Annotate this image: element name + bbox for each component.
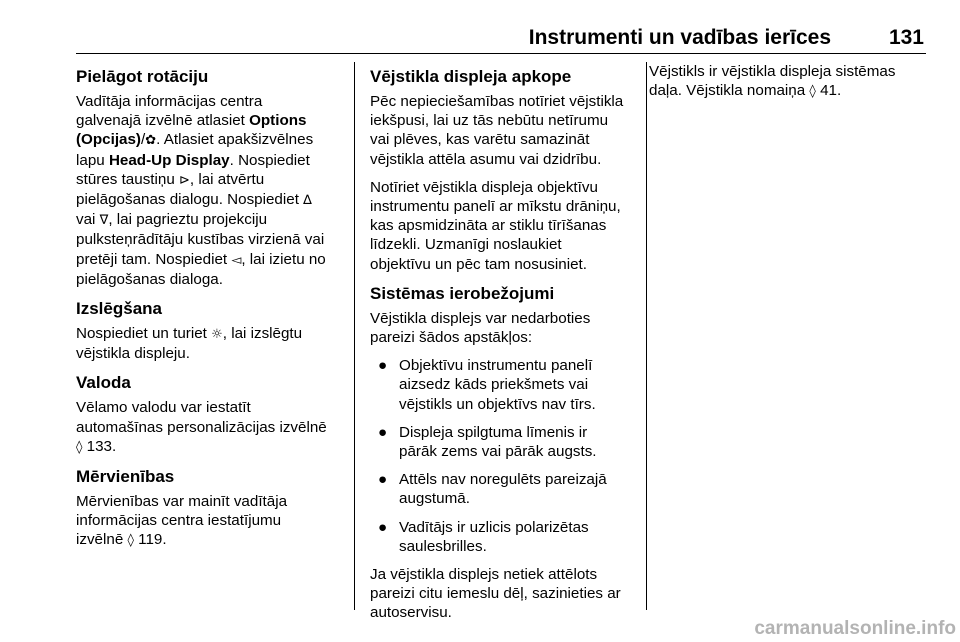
text-line: informācijas centra iestatījumu — [76, 512, 282, 530]
text-line: iekšpusi, lai uz tās nebūtu netīrumu — [370, 112, 609, 130]
text-line: instrumentu panelī ar mīkstu drāniņu, — [370, 198, 621, 216]
text-line — [76, 111, 354, 130]
heading-off: Izslēgšana — [76, 299, 162, 319]
paragraph-care-2 — [370, 178, 636, 274]
menu-term-options: Options — [249, 112, 307, 130]
menu-term-opcijas: (Opcijas) — [76, 131, 141, 149]
text-line: automašīnas personalizācijas izvēlnē — [76, 418, 327, 436]
settings-icon: ✿ — [145, 133, 157, 149]
paragraph-limits — [370, 309, 636, 347]
text-line — [76, 324, 354, 344]
text-line — [76, 151, 354, 170]
text-span: , lai izslēgtu — [222, 325, 303, 343]
text-line: saulesbrilles. — [399, 537, 487, 555]
paragraph-off — [76, 324, 354, 363]
text-line: pareizi šādos apstākļos: — [370, 329, 533, 347]
text-line: Mērvienības var mainīt vadītāja — [76, 493, 288, 511]
text-span: daļa. Vējstikla nomaiņa — [649, 82, 810, 100]
text-line: augstumā. — [399, 490, 470, 508]
text-span: vai — [76, 211, 100, 229]
column-divider-2 — [646, 62, 647, 610]
text-line: Vējstikla displejs var nedarboties — [370, 309, 591, 327]
column-2 — [370, 62, 636, 632]
brightness-icon: ☼ — [211, 327, 223, 343]
column-1 — [76, 62, 354, 560]
text-span: / — [141, 131, 146, 149]
text-line: Objektīvu instrumentu panelī — [399, 357, 593, 375]
page-reference-link[interactable]: 41. — [815, 82, 842, 100]
text-span: , lai pagrieztu projekciju — [108, 211, 268, 229]
list-item — [370, 423, 636, 461]
text-span: Nospiediet un turiet — [76, 325, 212, 343]
page-reference-icon: ◊ — [809, 84, 816, 100]
text-line: vējstikls un objektīvs nav tīrs. — [399, 395, 596, 413]
text-span: , lai atvērtu — [189, 170, 265, 188]
text-line: līdzekli. Uzmanīgi noslaukiet — [370, 236, 562, 254]
text-line — [76, 130, 354, 150]
text-span: galvenajā izvēlnē atlasiet — [76, 112, 250, 130]
text-line — [76, 250, 354, 270]
text-line: autoservisu. — [370, 604, 452, 622]
heading-language: Valoda — [76, 373, 131, 393]
heading-rotation: Pielāgot rotāciju — [76, 67, 209, 86]
text-span: , lai izietu no — [241, 250, 326, 268]
text-line: Displeja spilgtuma līmenis ir — [399, 423, 588, 441]
text-line: pulksteņrādītāju kustības virzienā vai — [76, 231, 325, 249]
text-line: Vadītājs ir uzlicis polarizētas — [399, 518, 589, 536]
text-line: vai plēves, kas varētu samazināt — [370, 131, 590, 149]
menu-term-head-up-display: Head-Up Display — [108, 151, 230, 169]
text-line: Pēc nepieciešamības notīriet vējstikla — [370, 93, 624, 110]
text-line: Vējstikls ir vējstikla displeja sistēmas — [649, 63, 896, 80]
text-span: stūres taustiņu — [76, 170, 179, 188]
column-3 — [649, 62, 929, 110]
text-line: Notīriet vējstikla displeja objektīvu — [370, 178, 598, 196]
heading-units: Mērvienības — [76, 467, 175, 487]
text-line: objektīvu un pēc tam nosusiniet. — [370, 255, 587, 273]
heading-care: Vējstikla displeja apkope — [370, 67, 572, 86]
page-header — [76, 26, 926, 54]
text-line — [76, 170, 354, 190]
page-title: Instrumenti un vadības ierīces — [528, 26, 831, 49]
page-number: 131 — [888, 26, 924, 49]
page-reference-icon: ◊ — [127, 533, 134, 549]
page-reference-icon: ◊ — [76, 439, 83, 455]
watermark: carmanualsonline.info — [754, 618, 956, 639]
text-line: aizsedz kāds priekšmets vai — [399, 376, 589, 394]
down-arrow-icon: ∇ — [99, 213, 109, 229]
text-line — [76, 190, 354, 210]
paragraph-contact — [370, 565, 636, 623]
up-arrow-icon: ∆ — [303, 193, 312, 209]
bullet-icon: ● — [378, 357, 388, 375]
text-line: Attēls nav noregulēts pareizajā — [399, 471, 607, 489]
text-line: Ja vējstikla displejs netiek attēlots — [370, 566, 598, 584]
text-line: Vēlamo valodu var iestatīt — [76, 399, 251, 417]
list-item — [370, 470, 636, 508]
bullet-icon: ● — [378, 423, 388, 441]
page-reference-link[interactable]: 133. — [82, 437, 117, 455]
text-line: Vadītāja informācijas centra — [76, 93, 263, 110]
list-item — [370, 518, 636, 556]
text-line: vējstikla attēla asumu vai dzidrību. — [370, 150, 602, 168]
page-reference-link[interactable]: 119. — [133, 531, 167, 549]
text-span: . Nospiediet — [229, 151, 310, 169]
paragraph-windscreen — [649, 62, 929, 101]
text-span: . Atlasiet apakšizvēlnes — [156, 131, 314, 149]
list-item — [370, 356, 636, 414]
text-span: lapu — [76, 151, 109, 169]
text-line — [76, 437, 354, 457]
text-span: pretēji tam. Nospiediet — [76, 250, 232, 268]
text-span: izvēlnē — [76, 531, 128, 549]
column-divider-1 — [354, 62, 355, 610]
back-arrow-icon: ◅ — [231, 252, 242, 268]
text-line: pielāgošanas dialoga. — [76, 270, 223, 288]
text-line — [649, 81, 929, 101]
text-line — [76, 530, 354, 550]
text-line: pārāk zems vai pārāk augsts. — [399, 443, 597, 461]
paragraph-care-1 — [370, 92, 636, 169]
text-line — [76, 210, 354, 230]
heading-limits: Sistēmas ierobežojumi — [370, 283, 555, 303]
bullet-icon: ● — [378, 471, 388, 489]
text-span: pielāgošanas dialogu. Nospiediet — [76, 191, 304, 209]
paragraph-rotation — [76, 92, 354, 289]
bullet-icon: ● — [378, 518, 388, 536]
text-line: pareizi citu iemeslu dēļ, sazinieties ar — [370, 585, 621, 603]
right-arrow-icon: ⊳ — [179, 172, 190, 188]
header-rule — [76, 53, 926, 54]
paragraph-language — [76, 398, 354, 457]
limits-list — [370, 356, 636, 556]
text-line: kas apsmidzināta ar stiklu tīrīšanas — [370, 217, 607, 235]
text-line: vējstikla displeju. — [76, 345, 190, 363]
paragraph-units — [76, 492, 354, 551]
